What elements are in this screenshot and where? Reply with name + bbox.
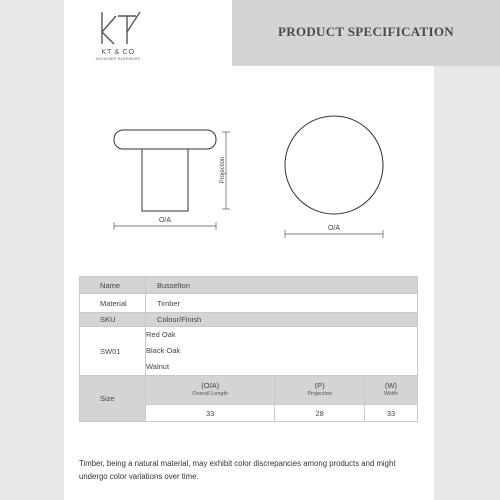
technical-drawing [100, 110, 400, 240]
size-code: (P) [314, 381, 325, 390]
size-col-overall [146, 376, 275, 405]
sku-code: SW01 [80, 327, 146, 376]
size-desc: Projection [307, 391, 332, 397]
colour-finish-label: Colour/Finish [146, 313, 418, 327]
projection-label: Projection [220, 156, 226, 184]
brand-name: KT & CO [101, 47, 135, 56]
side-width-label: O/A [158, 217, 172, 224]
size-code: (O/A) [201, 381, 220, 390]
size-value: 28 [275, 405, 365, 422]
finish-list [146, 327, 418, 376]
size-col-width [364, 376, 417, 405]
size-desc: Width [383, 391, 399, 397]
name-label: Name [80, 277, 146, 294]
name-value: Busselton [146, 277, 418, 294]
size-code: (W) [384, 381, 398, 390]
table-row [80, 376, 418, 405]
spec-table [79, 276, 418, 422]
size-value: 33 [364, 405, 417, 422]
size-value: 33 [146, 405, 275, 422]
footnote: Timber, being a natural material, may exhibit color discrepancies among products and might undergo color variations over time. [79, 459, 396, 481]
material-value: Timber [146, 294, 418, 313]
size-label: Size [80, 376, 146, 422]
finish-option: Red Oak [146, 330, 176, 339]
table-row [80, 313, 418, 327]
knob-cap [114, 130, 216, 149]
table-row [80, 327, 418, 376]
size-col-projection [275, 376, 365, 405]
brand-tagline: DESIGNER HARDWARE [95, 57, 141, 61]
finish-option: Black Oak [146, 346, 181, 355]
sku-label: SKU [80, 313, 146, 327]
table-row [80, 294, 418, 313]
material-label: Material [80, 294, 146, 313]
page-title: PRODUCT SPECIFICATION [278, 24, 454, 39]
table-row [80, 277, 418, 294]
knob-stem [142, 149, 188, 211]
size-desc: Overall Length [192, 391, 229, 397]
finish-option: Walnut [146, 362, 170, 371]
top-width-label: O/A [327, 225, 341, 232]
knob-top-view [285, 116, 383, 214]
spec-sheet [64, 0, 434, 500]
